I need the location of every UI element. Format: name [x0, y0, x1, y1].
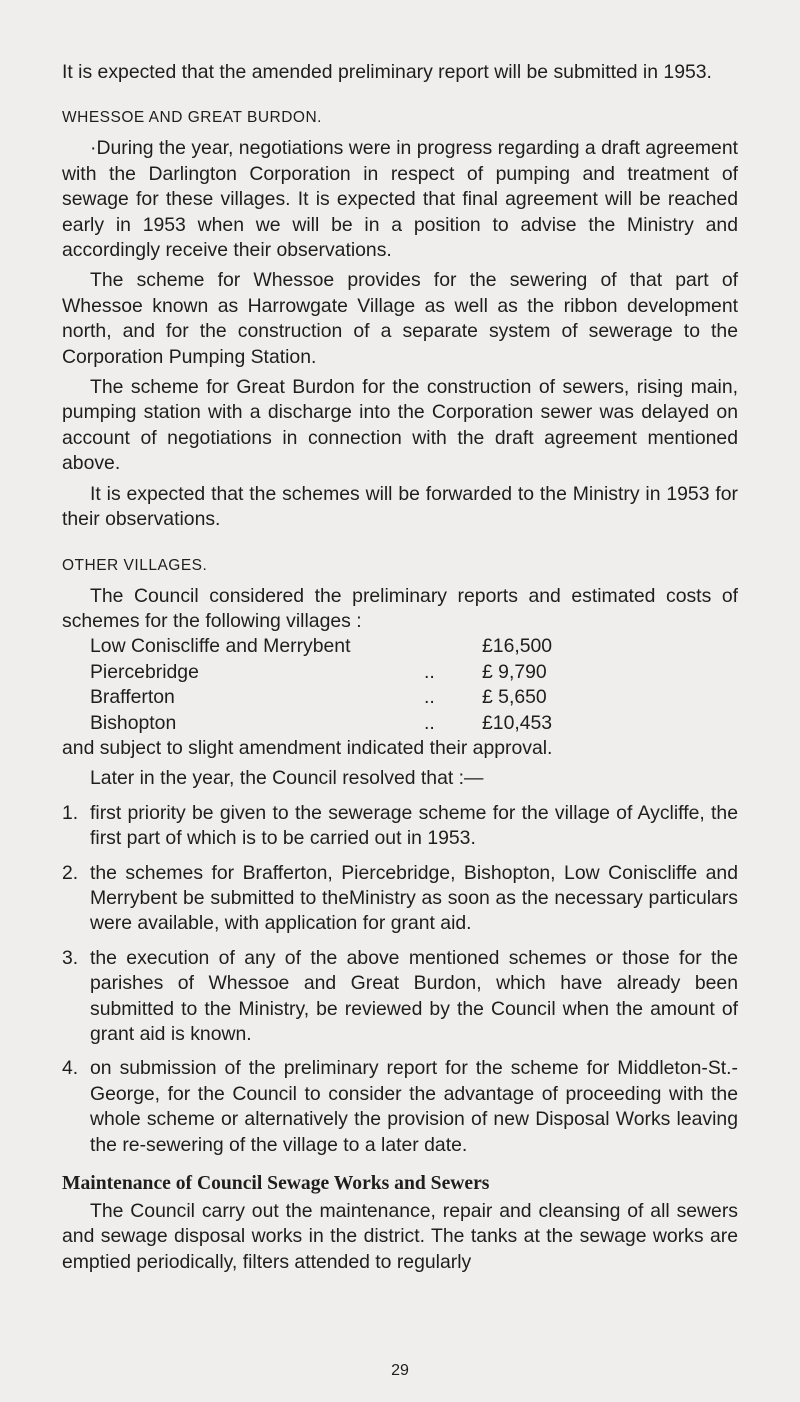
whessoe-paragraph-4: It is expected that the schemes will be forwarded to the Ministry in 1953 for their observations. — [62, 482, 738, 531]
resolution-text: the execution of any of the above mentioned schemes or those for the parishes of Whessoe and Great Burdon, which have already been submitted to the Ministry, be reviewed by the Council when the amount of grant aid is known. — [90, 946, 738, 1045]
resolution-text: the schemes for Brafferton, Piercebridge, Bishopton, Low Coniscliffe and Merrybent be submitted to theMinistry as soon as the necessary particulars were available, with application for grant aid. — [90, 861, 738, 935]
village-cost: £10,453 — [482, 711, 553, 734]
leader-dots: .. — [424, 686, 435, 709]
village-name: Piercebridge — [90, 660, 199, 683]
whessoe-paragraph-3: The scheme for Great Burdon for the construction of sewers, rising main, pumping station with a discharge into the Corporation sewer was delayed on account of negotiations in connection with the draft agreement mentioned above. — [62, 376, 738, 475]
village-costs-list — [90, 634, 610, 736]
leader-dots: .. — [424, 660, 435, 683]
maintenance-paragraph: The Council carry out the maintenance, repair and cleansing of all sewers and sewage disposal works in the district. The tanks at the sewage works are emptied periodically, filters attended to regularly — [62, 1200, 738, 1273]
resolution-item — [62, 1056, 738, 1158]
other-villages-intro: The Council considered the preliminary reports and estimated costs of schemes for the following villages : — [62, 584, 738, 632]
whessoe-heading: WHESSOE AND GREAT BURDON. — [62, 109, 322, 127]
resolution-item — [62, 946, 738, 1048]
village-cost-row — [90, 685, 610, 710]
village-cost: £16,500 — [482, 635, 553, 658]
resolution-number: 3. — [62, 946, 79, 969]
resolution-text: first priority be given to the sewerage scheme for the village of Aycliffe, the first part of which is to be carried out in 1953. — [90, 801, 738, 850]
leader-dots — [424, 634, 482, 659]
whessoe-paragraph-1: ·During the year, negotiations were in progress regarding a draft agreement with the Darlington Corporation in respect of pumping and treatment of sewage for these villages. It is expected that final agreement will be reached early in 1953 when we will be in a position to advise the Ministry and accordingly receive their observations. — [62, 137, 738, 262]
village-cost-row — [90, 634, 610, 659]
whessoe-paragraph-2: The scheme for Whessoe provides for the sewering of that part of Whessoe known as Harrowgate Village as well as the ribbon development north, and for the construction of a separate system of sewerage to the Corporation Pumping Station. — [62, 269, 738, 368]
page-number: 29 — [391, 1362, 409, 1379]
village-name: Bishopton — [90, 711, 177, 734]
approval-paragraph: and subject to slight amendment indicated their approval. — [62, 736, 553, 759]
village-name: Low Coniscliffe and Merrybent — [90, 635, 351, 658]
document-page — [62, 60, 738, 1275]
resolutions-list — [62, 801, 738, 1158]
village-cost-row — [90, 660, 610, 685]
resolution-number: 1. — [62, 801, 79, 824]
village-cost: £ 9,790 — [482, 660, 547, 683]
resolution-number: 4. — [62, 1057, 79, 1080]
resolution-item — [62, 801, 738, 852]
resolution-number: 2. — [62, 861, 79, 884]
resolution-text: on submission of the preliminary report for the scheme for Middleton-St.-George, for the Council to consider the advantage of proceeding with the whole scheme or alternatively the provision of new Disposal Works leaving the re-sewering of the village to a later date. — [90, 1057, 738, 1156]
other-villages-heading: OTHER VILLAGES. — [62, 556, 208, 574]
resolved-intro: Later in the year, the Council resolved that :— — [90, 767, 484, 790]
maintenance-heading: Maintenance of Council Sewage Works and Sewers — [62, 1173, 490, 1195]
intro-paragraph: It is expected that the amended preliminary report will be submitted in 1953. — [62, 61, 712, 83]
village-name: Brafferton — [90, 686, 175, 709]
leader-dots: .. — [424, 711, 435, 734]
village-cost: £ 5,650 — [482, 686, 547, 709]
village-cost-row — [90, 711, 610, 736]
resolution-item — [62, 861, 738, 937]
